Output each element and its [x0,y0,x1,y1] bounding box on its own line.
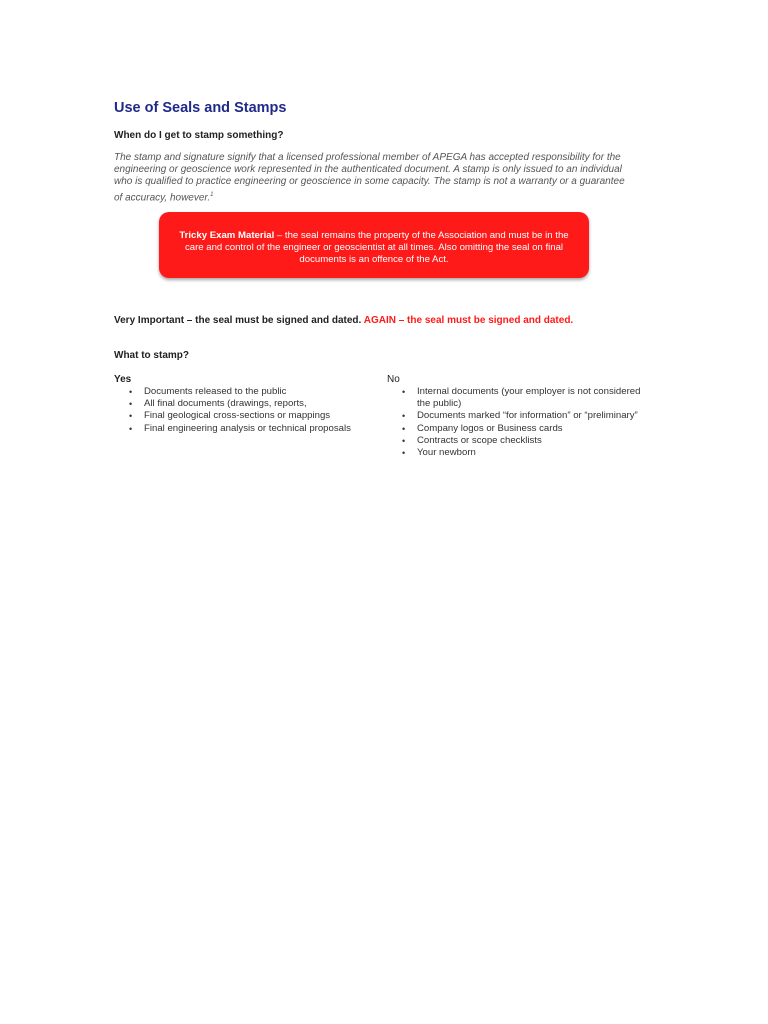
list-item-text: Documents released to the public [144,386,287,397]
bullet-icon: • [129,399,133,410]
no-column [387,374,652,459]
bullet-icon: • [402,387,406,397]
list-item [387,435,652,447]
important-note [114,315,573,326]
list-item [114,423,374,435]
page-title: Use of Seals and Stamps [114,100,287,116]
list-item-text: Internal documents (your employer is not considered the public) [417,386,641,410]
list-item-text: Contracts or scope checklists [417,434,542,446]
yes-heading: Yes [114,374,132,385]
intro-text: The stamp and signature signify that a licensed professional member of APEGA has accepted responsibility for the engineering or geoscience work represented in the authenticated document. A stamp is only issued to an individual who is qualified to practice engineering or geoscience in some capacity. The stamp is not a warranty or a guarantee of accuracy, however. [114,152,625,203]
bullet-icon: • [402,423,406,434]
list-item-text: Final engineering analysis or technical proposals [144,422,351,434]
list-item-text: Company logos or Business cards [417,422,563,434]
bullet-icon: • [129,411,133,422]
no-list [387,386,652,459]
yes-column [114,374,374,435]
callout-lead: Tricky Exam Material [179,230,275,241]
list-item [114,386,374,398]
list-item-text: Documents marked “for information” or “preliminary” [417,410,638,422]
list-item [114,398,374,410]
bullet-icon: • [129,387,133,397]
bullet-icon: • [402,448,406,459]
list-item [387,410,652,422]
bullet-icon: • [402,411,406,422]
yes-list [114,386,374,435]
callout-text: – the seal remains the property of the Association and must be in the care and control of the engineer or geoscientist at all times. Also omitting the seal on final documents is an offence of the Act. [184,230,569,265]
no-heading: No [387,374,400,385]
list-item-text: Final geological cross-sections or mappings [144,410,331,422]
important-again-text: AGAIN – the seal must be signed and dated. [363,315,574,326]
list-item-text: All final documents (drawings, reports, [144,398,307,410]
list-item [387,386,652,410]
footnote-marker: 1 [210,191,214,198]
bullet-icon: • [129,423,133,434]
section-heading-what: What to stamp? [114,350,189,361]
exam-callout-box [159,212,589,278]
list-item [387,447,652,459]
important-text: Very Important – the seal must be signed and dated. [114,315,362,326]
list-item [114,410,374,422]
bullet-icon: • [402,435,406,446]
section-heading-when: When do I get to stamp something? [114,130,284,141]
list-item-text: Your newborn [417,447,476,459]
intro-paragraph [114,152,634,204]
list-item [387,423,652,435]
